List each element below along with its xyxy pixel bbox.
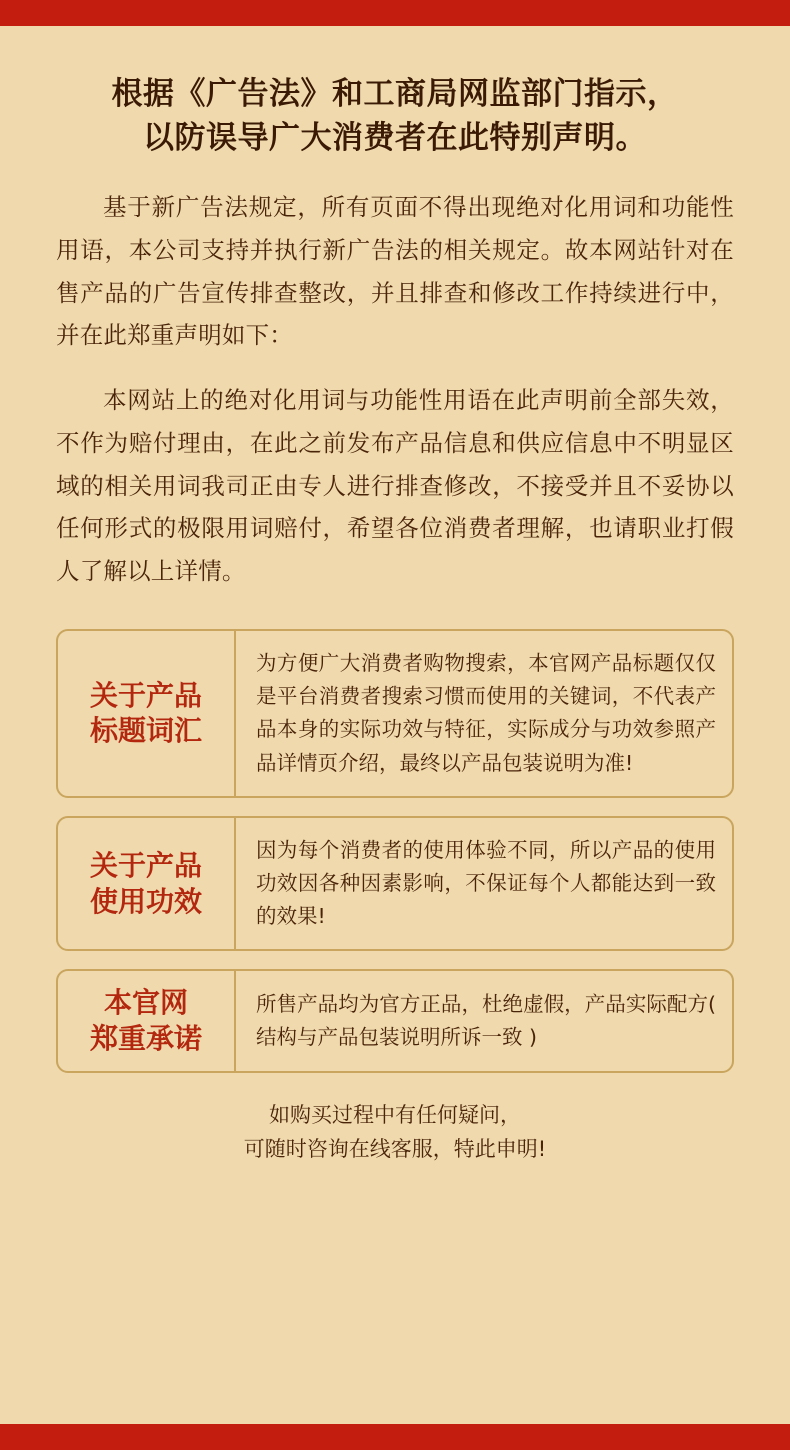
card-title-line-1: 本官网 bbox=[103, 986, 188, 1020]
card-title-line-2: 郑重承诺 bbox=[89, 1022, 202, 1056]
statement-sheet bbox=[0, 26, 790, 1424]
page-title-line-2: 以防误导广大消费者在此特别声明。 bbox=[143, 120, 647, 157]
card-product-title-wording bbox=[56, 629, 734, 798]
footer-note bbox=[56, 1099, 734, 1166]
statement-paragraph-1: 基于新广告法规定，所有页面不得出现绝对化用词和功能性用语，本公司支持并执行新广告法的相关规定。故本网站针对在售产品的广告宣传排查整改，并且排查和修改工作持续进行中，并在此郑重声明如下： bbox=[56, 193, 734, 350]
card-title-product-title-wording bbox=[58, 631, 236, 796]
card-product-efficacy bbox=[56, 816, 734, 952]
bottom-red-band bbox=[0, 1424, 790, 1450]
top-red-band bbox=[0, 0, 790, 26]
page-title-line-1: 根据《广告法》和工商局网监部门指示， bbox=[111, 76, 679, 112]
card-body-product-title-wording: 为方便广大消费者购物搜索，本官网产品标题仅仅是平台消费者搜索习惯而使用的关键词，不代表产品本身的实际功效与特征，实际成分与功效参照产品详情页介绍，最终以产品包装说明为准! bbox=[256, 650, 716, 775]
footer-line-1: 如购买过程中有任何疑问， bbox=[269, 1103, 521, 1127]
card-title-line-1: 关于产品 bbox=[89, 848, 202, 882]
page-title bbox=[56, 72, 734, 160]
card-official-promise bbox=[56, 969, 734, 1073]
statement-paragraph-2: 本网站上的绝对化用词与功能性用语在此声明前全部失效，不作为赔付理由，在此之前发布产品信息和供应信息中不明显区域的相关用词我司正由专人进行排查修改，不接受并且不妥协以任何形式的极限用词赔付，希望各位消费者理解，也请职业打假人了解以上详情。 bbox=[56, 386, 734, 586]
card-body-product-efficacy: 因为每个消费者的使用体验不同，所以产品的使用功效因各种因素影响，不保证每个人都能达到一致的效果! bbox=[256, 837, 716, 929]
card-title-official-promise bbox=[58, 971, 236, 1071]
card-title-product-efficacy bbox=[58, 818, 236, 950]
card-title-line-1: 关于产品 bbox=[89, 678, 202, 712]
statement-card-list bbox=[56, 629, 734, 1073]
card-title-line-2: 标题词汇 bbox=[89, 714, 202, 748]
card-title-line-2: 使用功效 bbox=[89, 884, 202, 918]
card-body-official-promise: 所售产品均为官方正品，杜绝虚假，产品实际配方( 结构与产品包装说明所诉一致 ) bbox=[256, 991, 716, 1050]
footer-line-2: 可随时咨询在线客服，特此申明! bbox=[243, 1136, 547, 1161]
